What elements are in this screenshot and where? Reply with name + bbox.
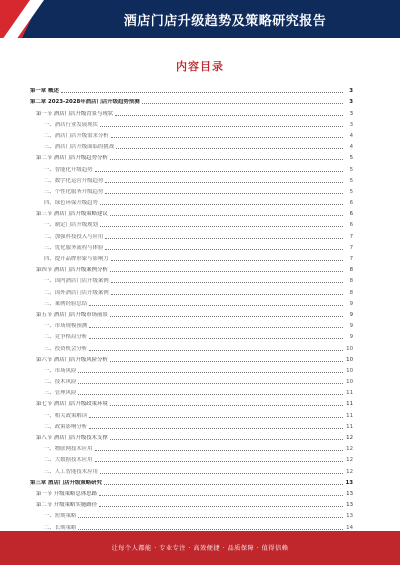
toc-entry-text: 第六节 酒店门店升级风险分析 (36, 356, 108, 363)
toc-page-number: 5 (349, 177, 353, 184)
toc-dot-leader (104, 484, 343, 485)
toc-page-number: 12 (346, 468, 353, 475)
toc-dot-leader (110, 361, 343, 362)
toc-entry-text: 二、技术风险 (44, 379, 77, 386)
toc-dot-leader (116, 148, 343, 149)
toc-dot-leader (95, 450, 343, 451)
toc-entry[interactable] (30, 150, 353, 161)
toc-entry-text: 第三节 酒店门店升级策略建议 (36, 211, 108, 218)
toc-page-number: 8 (349, 278, 353, 285)
toc-dot-leader (61, 92, 343, 93)
toc-entry-text: 第一章 概述 (30, 88, 59, 95)
toc-dot-leader (89, 327, 343, 328)
toc-dot-leader (89, 428, 343, 429)
toc-page-number: 7 (349, 244, 353, 251)
toc-page-number: 3 (349, 88, 353, 95)
toc-dot-leader (100, 204, 343, 205)
toc-dot-leader (110, 316, 343, 317)
toc-entry-text: 一、市场风险 (44, 367, 77, 374)
toc-entry-text: 四、绿色环保升级趋势 (44, 200, 98, 207)
toc-page-number: 12 (346, 435, 353, 441)
toc-dot-leader (111, 294, 343, 295)
toc-entry-text: 三、投资机会分析 (44, 345, 88, 352)
toc-entry[interactable] (30, 217, 353, 228)
toc-entry[interactable] (30, 475, 353, 486)
toc-entry-text: 一、国内酒店门店升级案例 (44, 278, 109, 285)
toc-page-number: 6 (349, 222, 353, 229)
toc-page-number: 10 (346, 356, 353, 363)
toc-entry-text: 一、物联网技术应用 (44, 446, 93, 453)
toc-page-number: 13 (345, 479, 353, 486)
toc-entry[interactable] (30, 463, 353, 474)
toc-dot-leader (78, 394, 343, 395)
toc-entry-text: 四、提升品牌形象与影响力 (44, 256, 109, 262)
toc-entry[interactable] (30, 105, 353, 116)
toc-entry[interactable] (30, 94, 353, 105)
toc-entry-text: 二、政策影响分析 (44, 423, 88, 430)
toc-dot-leader (89, 350, 343, 351)
toc-entry-text: 二、大数据技术应用 (44, 457, 93, 464)
toc-title: 内容目录 (176, 60, 224, 73)
toc-page-number: 11 (346, 412, 353, 419)
toc-entry-text: 二、国外酒店门店升级案例 (44, 289, 109, 296)
toc-entry[interactable] (30, 385, 353, 396)
toc-dot-leader (78, 517, 343, 518)
toc-page-number: 11 (346, 423, 353, 430)
toc-dot-leader (110, 271, 343, 272)
report-header (0, 0, 400, 38)
toc-entry[interactable] (30, 486, 353, 497)
toc-dot-leader (78, 529, 343, 530)
toc-dot-leader (89, 417, 343, 418)
toc-dot-leader (111, 282, 343, 283)
toc-entry-text: 三、酒店门店升级面临的挑战 (44, 144, 115, 151)
toc-entry-text: 第七节 酒店门店升级政策环境 (36, 401, 108, 408)
toc-entry[interactable] (30, 228, 353, 239)
toc-page-number: 5 (349, 166, 353, 173)
toc-entry-text: 一、相关政策解读 (44, 412, 88, 419)
toc-entry[interactable] (30, 430, 353, 441)
toc-entry-text: 第五节 酒店门店升级市场前景 (36, 311, 108, 318)
toc-entry[interactable] (30, 173, 353, 184)
toc-entry[interactable] (30, 240, 353, 251)
toc-page-number: 10 (346, 367, 353, 374)
toc-dot-leader (115, 115, 343, 116)
toc-page-number: 7 (349, 256, 353, 262)
table-of-contents (30, 83, 353, 531)
toc-page-number: 10 (346, 345, 353, 352)
toc-entry[interactable] (30, 441, 353, 452)
toc-entry-text: 第四节 酒店门店升级案例分析 (36, 267, 108, 274)
toc-page-number: 10 (346, 379, 353, 386)
report-footer (0, 531, 400, 565)
toc-entry-text: 二、加强科技投入与应用 (44, 233, 104, 240)
toc-entry[interactable] (30, 251, 353, 262)
toc-dot-leader (111, 137, 343, 138)
toc-entry-text: 第二节 酒店门店升级趋势分析 (36, 155, 108, 162)
toc-dot-leader (89, 305, 343, 306)
toc-entry-text: 第二节 升级策略实施路径 (36, 502, 98, 509)
toc-page-number: 11 (346, 390, 353, 397)
toc-page-number: 11 (346, 401, 353, 408)
toc-dot-leader (100, 226, 343, 227)
toc-entry-text: 三、管理风险 (44, 390, 77, 397)
toc-entry[interactable] (30, 519, 353, 530)
toc-entry[interactable] (30, 139, 353, 150)
toc-entry[interactable] (30, 419, 353, 430)
toc-entry[interactable] (30, 374, 353, 385)
toc-page-number: 9 (349, 311, 353, 318)
toc-entry-text: 一、短期策略 (44, 513, 77, 520)
toc-entry-text: 三、个性化服务升级趋势 (44, 188, 104, 195)
toc-entry-text: 一、制定门店升级规划 (44, 222, 98, 229)
toc-dot-leader (89, 338, 343, 339)
toc-page-number: 12 (346, 457, 353, 464)
toc-entry[interactable] (30, 497, 353, 508)
toc-dot-leader (95, 171, 343, 172)
toc-page-number: 6 (349, 200, 353, 207)
toc-dot-leader (99, 506, 343, 507)
toc-page-number: 9 (349, 334, 353, 341)
toc-dot-leader (105, 238, 343, 239)
toc-entry[interactable] (30, 296, 353, 307)
toc-dot-leader (99, 495, 343, 496)
toc-dot-leader (111, 260, 343, 261)
toc-entry[interactable] (30, 83, 353, 94)
toc-dot-leader (110, 215, 343, 216)
toc-entry-text: 二、竞争格局分析 (44, 334, 88, 341)
toc-entry[interactable] (30, 262, 353, 273)
toc-entry[interactable] (30, 407, 353, 418)
toc-entry-text: 第三章 酒店门店升级策略研究 (30, 479, 102, 486)
toc-page-number: 13 (346, 513, 353, 520)
toc-entry-text: 三、案例经验总结 (44, 300, 88, 307)
toc-dot-leader (105, 249, 343, 250)
toc-entry[interactable] (30, 318, 353, 329)
toc-entry[interactable] (30, 195, 353, 206)
toc-page-number: 14 (346, 524, 353, 531)
toc-entry-text: 第八节 酒店门店升级技术支撑 (36, 435, 108, 441)
toc-dot-leader (110, 439, 343, 440)
toc-page-number: 7 (349, 233, 353, 240)
toc-dot-leader (110, 405, 343, 406)
toc-entry-text: 二、长期策略 (44, 524, 77, 531)
toc-entry[interactable] (30, 273, 353, 284)
toc-page-number: 5 (349, 188, 353, 195)
toc-dot-leader (95, 461, 343, 462)
toc-page-number: 3 (349, 99, 353, 106)
toc-entry-text: 第一节 酒店门店升级背景与现状 (36, 110, 114, 117)
toc-entry-text: 一、市场规模预测 (44, 323, 88, 330)
toc-entry-text: 二、数字化运营升级趋势 (44, 177, 104, 184)
toc-entry-text: 二、酒店门店升级需求分析 (44, 132, 109, 139)
toc-page-number: 9 (349, 323, 353, 330)
toc-dot-leader (100, 126, 343, 127)
toc-page-number: 4 (349, 132, 353, 139)
toc-page-number: 5 (349, 155, 353, 162)
toc-dot-leader (78, 383, 343, 384)
toc-page-number: 3 (349, 110, 353, 117)
toc-entry-text: 三、优化服务流程与体验 (44, 244, 104, 251)
toc-page-number: 6 (349, 211, 353, 218)
toc-entry[interactable] (30, 128, 353, 139)
toc-entry-text: 一、酒店行业发展现状 (44, 121, 98, 128)
toc-dot-leader (110, 159, 343, 160)
toc-page-number: 9 (349, 300, 353, 307)
toc-page-number: 13 (346, 502, 353, 509)
toc-entry[interactable] (30, 284, 353, 295)
toc-entry[interactable] (30, 184, 353, 195)
toc-page-number: 13 (346, 490, 353, 497)
toc-entry-text: 第二章 2023-2028年酒店门店升级趋势预测 (30, 99, 140, 106)
toc-dot-leader (78, 372, 343, 373)
report-title: 酒店门店升级趋势及策略研究报告 (123, 14, 327, 29)
toc-entry-text: 三、人工智能技术应用 (44, 468, 98, 475)
toc-entry[interactable] (30, 161, 353, 172)
footer-slogan: 让每个人都能 · 专业专注 · 高效便捷 · 品质保障 · 值得信赖 (111, 545, 289, 552)
toc-entry[interactable] (30, 307, 353, 318)
toc-page-number: 8 (349, 267, 353, 274)
toc-dot-leader (105, 193, 343, 194)
toc-entry[interactable] (30, 117, 353, 128)
toc-entry[interactable] (30, 329, 353, 340)
toc-dot-leader (105, 182, 343, 183)
toc-page-number: 12 (346, 446, 353, 453)
toc-entry[interactable] (30, 340, 353, 351)
toc-dot-leader (142, 103, 343, 104)
toc-entry[interactable] (30, 508, 353, 519)
toc-entry[interactable] (30, 396, 353, 407)
toc-entry-text: 一、智能化升级趋势 (44, 166, 93, 173)
toc-entry[interactable] (30, 206, 353, 217)
toc-entry-text: 第一节 升级策略总体思路 (36, 490, 98, 497)
toc-entry[interactable] (30, 452, 353, 463)
toc-page-number: 8 (349, 289, 353, 296)
toc-page-number: 3 (349, 121, 353, 128)
toc-entry[interactable] (30, 363, 353, 374)
toc-page-number: 4 (349, 144, 353, 151)
toc-dot-leader (100, 473, 343, 474)
toc-entry[interactable] (30, 352, 353, 363)
